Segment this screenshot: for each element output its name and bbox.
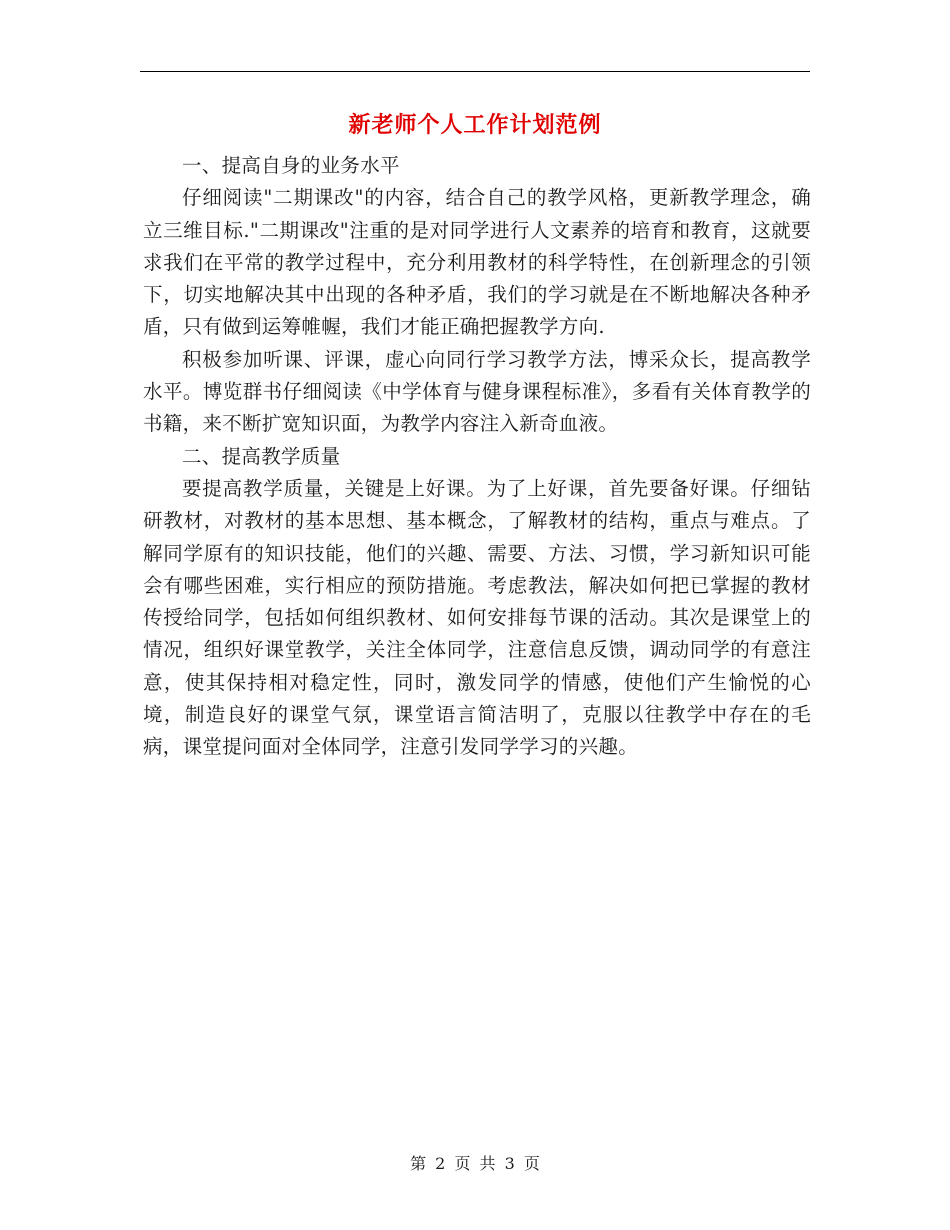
document-body <box>143 150 811 764</box>
section-heading-2: 二、提高教学质量 <box>182 444 341 468</box>
paragraph-2: 积极参加听课、评课，虚心向同行学习教学方法，博采众长，提高教学水平。博览群书仔细阅读《中学体育与健身课程标准》，多看有关体育教学的书籍，来不断扩宽知识面，为教学内容注入新奇血液。 <box>143 347 811 436</box>
document-title: 新老师个人工作计划范例 <box>348 112 602 138</box>
paragraph-3: 要提高教学质量，关键是上好课。为了上好课，首先要备好课。仔细钻研教材，对教材的基本思想、基本概念，了解教材的结构，重点与难点。了解同学原有的知识技能，他们的兴趣、需要、方法、习惯，学习新知识可能会有哪些困难，实行相应的预防措施。考虑教法，解决如何把已掌握的教材传授给同学，包括如何组织教材、如何安排每节课的活动。其次是课堂上的情况，组织好课堂教学，关注全体同学，注意信息反馈，调动同学的有意注意，使其保持相对稳定性，同时，激发同学的情感，使他们产生愉悦的心境，制造良好的课堂气氛，课堂语言简洁明了，克服以往教学中存在的毛病，课堂提问面对全体同学，注意引发同学学习的兴趣。 <box>143 476 811 759</box>
header-rule <box>140 71 810 72</box>
section-heading-1: 一、提高自身的业务水平 <box>182 154 400 177</box>
paragraph-1: 仔细阅读"二期课改"的内容，结合自己的教学风格，更新教学理念，确立三维目标."二期课改"注重的是对同学进行人文素养的培育和教育，这就要求我们在平常的教学过程中，充分利用教材的科学特性，在创新理念的引领下，切实地解决其中出现的各种矛盾，我们的学习就是在不断地解决各种矛盾，只有做到运筹帷幄，我们才能正确把握教学方向. <box>143 186 811 339</box>
page-number-footer: 第 2 页 共 3 页 <box>410 1154 540 1173</box>
